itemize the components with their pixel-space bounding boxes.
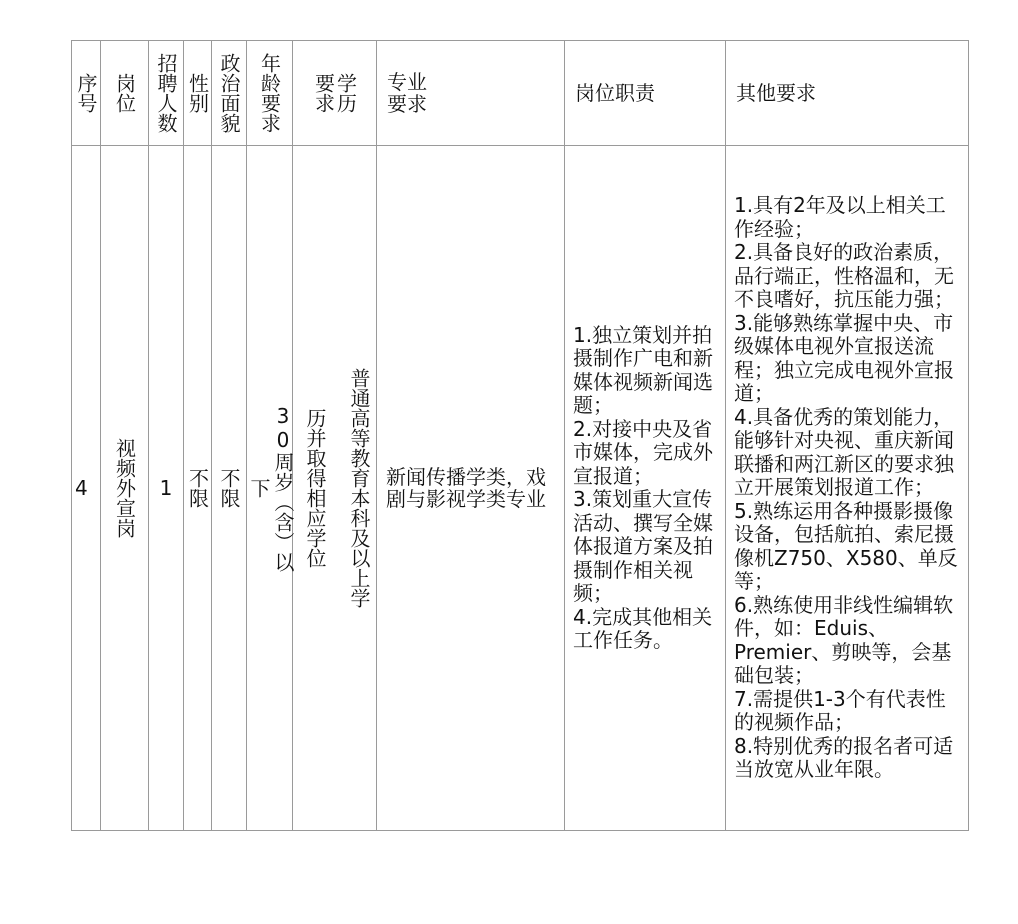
cell-political xyxy=(212,146,247,831)
header-education-label: 学历要求 xyxy=(311,73,358,113)
header-row xyxy=(72,41,969,146)
header-major-label: 专业要求 xyxy=(387,70,427,116)
header-position xyxy=(101,41,149,146)
requirement-item: 8.特别优秀的报名者可适当放宽从业年限。 xyxy=(734,733,954,782)
header-age xyxy=(247,41,293,146)
gender-value: 不限 xyxy=(185,468,210,508)
recruitment-table-container xyxy=(71,40,968,830)
header-age-label: 年龄要求 xyxy=(257,53,282,133)
header-seq xyxy=(72,41,101,146)
requirement-item: 4.具备优秀的策划能力，能够针对央视、重庆新闻联播和两江新区的要求独立开展策划报道工作； xyxy=(734,404,954,500)
count-value: 1 xyxy=(159,475,173,500)
duty-item: 4.完成其他相关工作任务。 xyxy=(573,604,713,652)
table-row xyxy=(72,146,969,831)
major-value: 新闻传播学类，戏剧与影视学类专业 xyxy=(386,465,546,511)
cell-duties xyxy=(565,146,726,831)
requirement-item: 2.具备良好的政治素质，品行端正，性格温和，无不良嗜好，抗压能力强； xyxy=(734,240,954,312)
requirement-item: 5.熟练运用各种摄影摄像设备，包括航拍、索尼摄像机Z750、X580、单反等； xyxy=(734,498,958,594)
duties-list xyxy=(565,320,725,657)
political-value: 不限 xyxy=(217,468,241,508)
cell-age xyxy=(247,146,293,831)
cell-major xyxy=(377,146,565,831)
cell-other xyxy=(726,146,969,831)
requirement-item: 7.需提供1-3个有代表性的视频作品； xyxy=(734,686,946,735)
header-gender-label: 性别 xyxy=(185,73,210,113)
header-major xyxy=(377,41,565,146)
header-position-label: 岗位 xyxy=(112,73,137,113)
header-other xyxy=(726,41,969,146)
requirement-item: 1.具有2年及以上相关工作经验； xyxy=(734,193,946,241)
duty-item: 2.对接中央及省市媒体，完成外宣报道； xyxy=(573,416,713,488)
cell-position xyxy=(101,146,149,831)
header-duties xyxy=(565,41,726,146)
position-value: 视频外宣岗 xyxy=(112,438,137,538)
duty-item: 3.策划重大宣传活动、撰写全媒体报道方案及拍摄制作相关视频； xyxy=(573,487,713,605)
header-gender xyxy=(184,41,212,146)
seq-value: 4 xyxy=(75,475,88,500)
recruitment-table xyxy=(71,40,969,831)
header-duties-label: 岗位职责 xyxy=(575,80,655,105)
age-value: 30周岁（含）以下 xyxy=(247,404,295,572)
header-political xyxy=(212,41,247,146)
header-count-label: 招聘人数 xyxy=(154,53,178,133)
header-seq-label: 序号 xyxy=(74,73,98,113)
education-value: 普通高等教育本科及以上学历并取得相应学位 xyxy=(303,368,371,608)
header-count xyxy=(149,41,184,146)
header-other-label: 其他要求 xyxy=(736,80,816,105)
cell-gender xyxy=(184,146,212,831)
header-political-label: 政治面貌 xyxy=(217,53,241,133)
requirement-item: 6.熟练使用非线性编辑软件，如：Eduis、Premier、剪映等，会基础包装； xyxy=(734,592,954,688)
cell-seq xyxy=(72,146,101,831)
requirement-item: 3.能够熟练掌握中央、市级媒体电视外宣报送流程；独立完成电视外宣报道； xyxy=(734,310,954,406)
duty-item: 1.独立策划并拍摄制作广电和新媒体视频新闻选题； xyxy=(573,322,713,417)
cell-count xyxy=(149,146,184,831)
other-requirements-list xyxy=(726,190,968,786)
cell-education xyxy=(293,146,377,831)
header-education xyxy=(293,41,377,146)
